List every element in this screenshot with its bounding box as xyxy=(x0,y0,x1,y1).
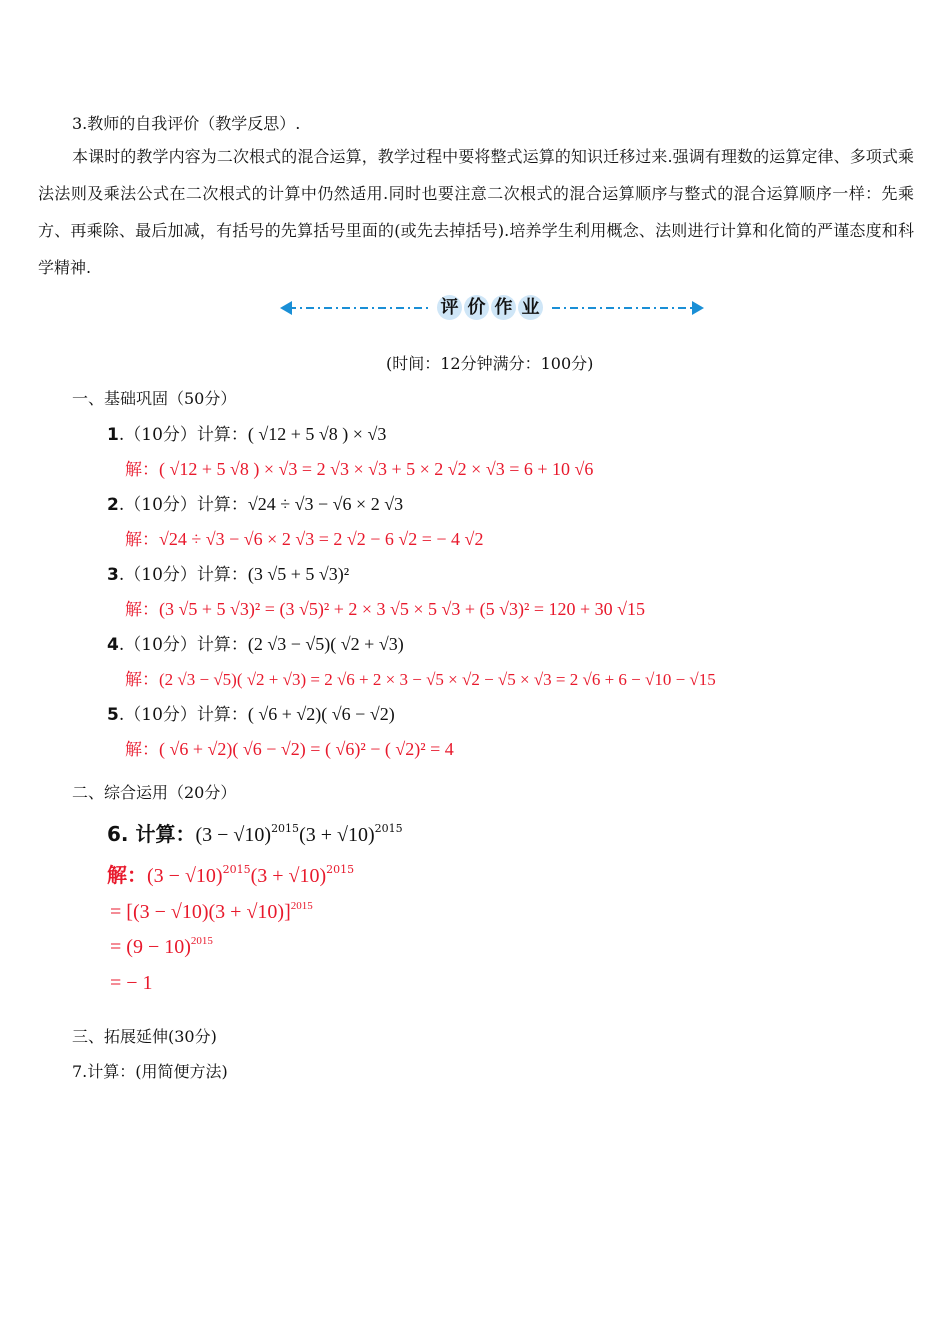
problem-expression: (3 √5 + 5 √3)² xyxy=(247,564,350,584)
problem-3 xyxy=(107,560,349,585)
solution-label: 解： xyxy=(125,460,159,480)
reflection-paragraph: 本课时的教学内容为二次根式的混合运算，教学过程中要将整式运算的知识迁移过来.强调有理数的运算定律、多项式乘法法则及乘法公式在二次根式的计算中仍然适用.同时也要注意二次根式的混合运算顺序与整式的混合运算顺序一样：先乘方、再乘除、最后加减，有括号的先算括号里面的(或先去掉括号).培养学生利用概念、法则进行计算和化简的严谨态度和科学精神. xyxy=(38,147,914,277)
problem-4 xyxy=(107,630,404,655)
exponent: 2015 xyxy=(190,935,213,947)
exponent: 2015 xyxy=(290,900,313,912)
reflection-heading: 3.教师的自我评价（教学反思）. xyxy=(72,114,301,133)
problem-expression: ( √12 + 5 √8 ) × √3 xyxy=(247,424,387,444)
problem-number: 6 xyxy=(107,822,121,846)
problem-5 xyxy=(107,700,395,725)
exponent: 2015 xyxy=(374,822,403,835)
problem-expression-b: (3 + √10) xyxy=(299,824,375,846)
problem-score: .（10分）计算： xyxy=(118,635,248,655)
section1-title: 一、基础巩固（50分） xyxy=(72,389,237,408)
solution-label: 解： xyxy=(107,863,147,887)
problem-label: . 计算： xyxy=(120,822,196,846)
solution-5 xyxy=(125,735,454,760)
solution-3 xyxy=(125,595,645,620)
section2-title: 二、综合运用（20分） xyxy=(72,783,237,802)
problem-expression: ( √6 + √2)( √6 − √2) xyxy=(247,704,395,724)
problem-6 xyxy=(107,818,403,847)
problem-number: 5 xyxy=(107,705,119,725)
problem-score: .（10分）计算： xyxy=(118,565,248,585)
solution-label: 解： xyxy=(125,670,159,690)
problem-score: .（10分）计算： xyxy=(118,425,248,445)
problem-score: .（10分）计算： xyxy=(118,495,248,515)
solution-expression-b: (3 + √10) xyxy=(250,865,327,887)
solution-label: 解： xyxy=(125,530,159,550)
solution-expression: (3 √5 + 5 √3)² = (3 √5)² + 2 × 3 √5 × 5 √3 + (5 √3)² = 120 + 30 √15 xyxy=(159,599,646,619)
banner-char: 作 xyxy=(491,295,516,320)
solution-1 xyxy=(125,455,593,480)
solution-expression: (2 √3 − √5)( √2 + √3) = 2 √6 + 2 × 3 − √5 × √2 − √5 × √3 = 2 √6 + 6 − √10 − √15 xyxy=(159,670,716,689)
banner-title xyxy=(436,295,544,320)
problem-2 xyxy=(107,490,403,515)
problem-number: 4 xyxy=(107,635,119,655)
solution-expression: √24 ÷ √3 − √6 × 2 √3 = 2 √2 − 6 √2 = − 4 √2 xyxy=(159,529,484,549)
solution-label: 解： xyxy=(125,740,159,760)
solution-6-line-2 xyxy=(110,900,313,924)
solution-expression: ( √6 + √2)( √6 − √2) = ( √6)² − ( √2)² = 4 xyxy=(159,739,454,759)
problem-number: 2 xyxy=(107,495,119,515)
solution-6-line-4: = − 1 xyxy=(110,972,153,994)
problem-expression: √24 ÷ √3 − √6 × 2 √3 xyxy=(247,494,404,514)
banner-char: 评 xyxy=(437,295,462,320)
solution-expression: ( √12 + 5 √8 ) × √3 = 2 √3 × √3 + 5 × 2 √2 × √3 = 6 + 10 √6 xyxy=(159,459,594,479)
problem-expression-a: (3 − √10) xyxy=(195,824,272,846)
problem-expression: (2 √3 − √5)( √2 + √3) xyxy=(247,634,404,654)
problem-number: 1 xyxy=(107,425,119,445)
banner-char: 业 xyxy=(518,295,543,320)
solution-4 xyxy=(125,665,716,690)
solution-expression: = [(3 − √10)(3 + √10)] xyxy=(110,901,291,923)
solution-6-line-1 xyxy=(107,859,354,888)
assignment-banner xyxy=(280,290,704,326)
solution-expression-a: (3 − √10) xyxy=(147,865,223,887)
solution-expression: = (9 − 10) xyxy=(110,936,191,958)
banner-char: 价 xyxy=(464,295,489,320)
exponent: 2015 xyxy=(326,863,355,876)
problem-7: 7.计算：(用简便方法) xyxy=(72,1062,228,1081)
exponent: 2015 xyxy=(222,863,251,876)
problem-score: .（10分）计算： xyxy=(118,705,248,725)
solution-2 xyxy=(125,525,483,550)
time-info: (时间：12分钟满分：100分) xyxy=(386,354,594,373)
problem-number: 3 xyxy=(107,565,119,585)
solution-label: 解： xyxy=(125,600,159,620)
exponent: 2015 xyxy=(271,822,300,835)
solution-6-line-3 xyxy=(110,935,213,959)
problem-1 xyxy=(107,420,386,445)
section3-title: 三、拓展延伸(30分) xyxy=(72,1027,217,1046)
